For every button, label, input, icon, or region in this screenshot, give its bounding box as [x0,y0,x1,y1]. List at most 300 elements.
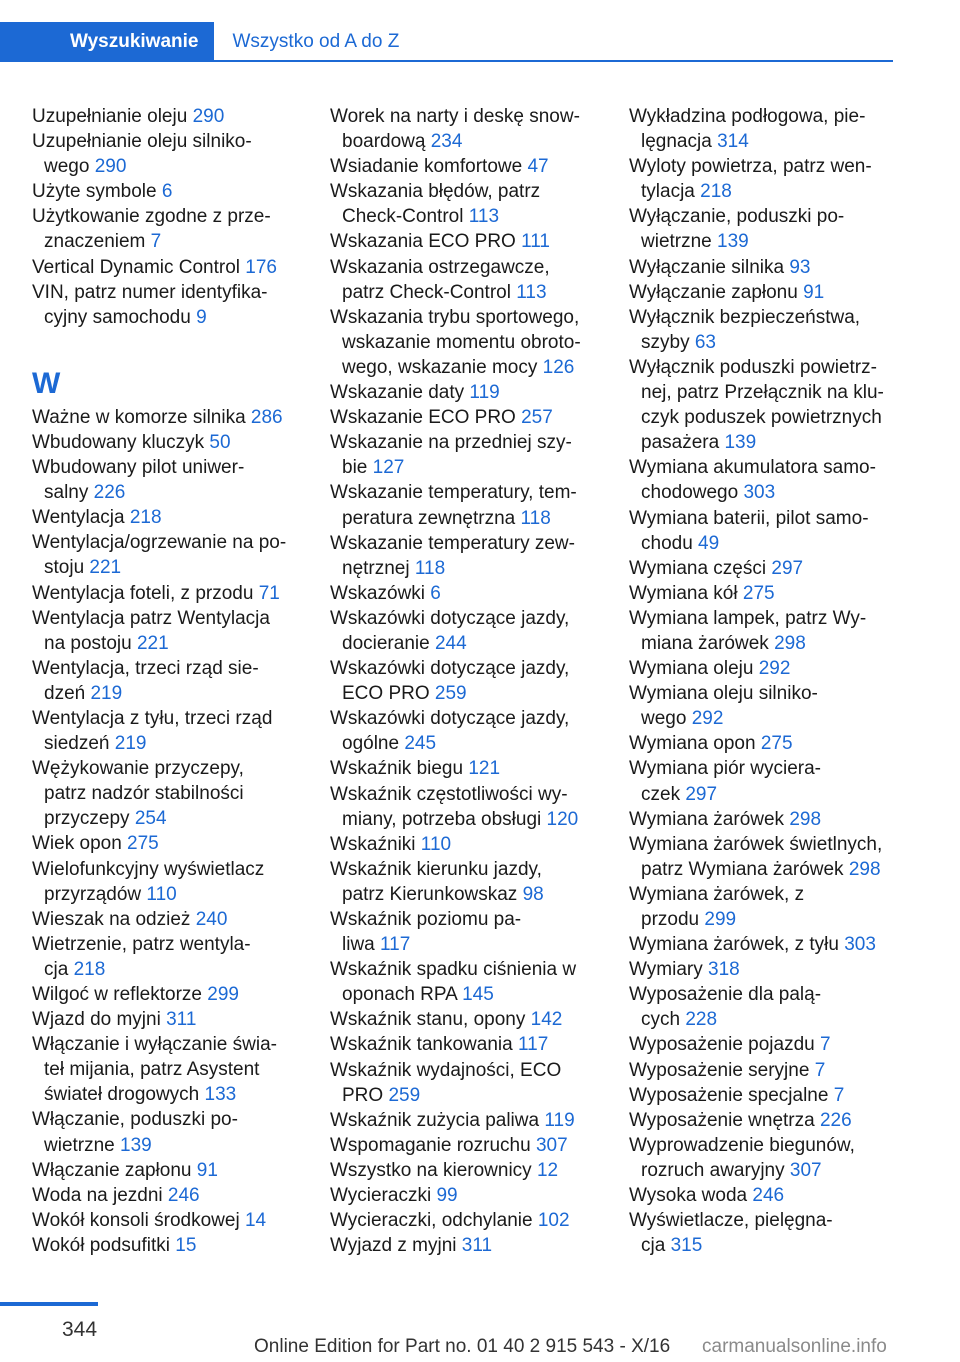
index-entry-continuation [330,731,600,756]
index-entry-continuation [629,405,899,430]
page-link[interactable]: 292 [758,658,791,680]
index-entry-continuation [32,681,300,706]
entry-label: siedzeń [44,733,115,755]
page-link[interactable]: 221 [89,557,122,579]
entry-label: Wymiana żarówek, z [629,883,805,905]
page-link[interactable]: 234 [430,131,463,153]
page-link[interactable]: 91 [196,1159,218,1181]
entry-label: Wbudowany pilot uniwer- [32,457,245,479]
entry-label: Wyłączanie zapłonu [629,281,804,303]
index-entry [330,104,600,129]
index-entry [330,531,600,556]
entry-label: Włączanie, poduszki po- [32,1109,238,1131]
page-link[interactable]: 218 [129,507,162,529]
entry-label: Wykładzina podłogowa, pie- [629,106,866,127]
index-entry [32,1233,300,1258]
entry-label: Wymiana oleju silniko- [629,683,818,705]
entry-label: Ważne w komorze silnika [32,406,251,428]
entry-label: Wyłączanie, poduszki po- [629,206,845,228]
page-link[interactable]: 6 [161,181,173,203]
index-entry [32,932,300,957]
entry-label: patrz Kierunkowskaz [342,883,523,905]
header-tabs [0,22,411,62]
index-entry [629,255,899,280]
entry-label: chodowego [641,482,744,504]
index-entry-continuation [330,355,600,380]
entry-label: Wymiary [629,959,708,981]
page-link[interactable]: 307 [535,1134,568,1156]
page-link[interactable]: 292 [691,708,724,730]
tab-a-to-z[interactable]: Wszystko od A do Z [232,31,400,52]
page-link[interactable]: 14 [244,1209,267,1231]
index-entry [330,1108,600,1133]
index-entry [32,1107,300,1132]
section-spacer [32,330,300,355]
entry-label: przyczepy [44,808,135,830]
section-heading: W [32,366,61,400]
page-link[interactable]: 246 [167,1184,200,1206]
entry-label: wietrzne [641,231,718,253]
entry-label: Wszystko na kierownicy [330,1159,537,1181]
entry-label: wietrzne [44,1134,121,1156]
index-entry [330,154,600,179]
entry-label: Wyposażenie wnętrza [629,1109,820,1131]
page-link[interactable]: 118 [520,507,551,529]
index-entry [330,756,600,781]
page-link[interactable]: 127 [372,457,405,479]
page-link[interactable]: 15 [175,1234,197,1256]
page-link[interactable]: 245 [404,733,437,755]
entry-label: Wskazówki dotyczące jazdy, [330,607,570,629]
page-link[interactable]: 298 [789,808,822,830]
index-entry [629,1032,899,1057]
page-link[interactable]: 314 [717,131,749,153]
entry-label: Wentylacja foteli, z przodu [32,582,259,604]
page-link[interactable]: 176 [245,256,277,278]
index-entry [330,1058,600,1083]
index-entry [629,882,899,907]
index-entry [32,1183,300,1208]
index-entry-continuation [330,280,600,305]
entry-label: Wskazanie temperatury zew- [330,532,575,554]
entry-label: Check-Control [342,206,469,228]
entry-label: Wskazanie na przedniej szy- [330,432,572,454]
entry-label: świateł drogowych [44,1084,205,1106]
page-link[interactable]: 99 [436,1185,458,1207]
edition-note: Online Edition for Part no. 01 40 2 915 543 - X/16 [254,1336,671,1357]
index-entry-continuation [330,807,600,832]
tab-search[interactable]: Wyszukiwanie [0,22,214,62]
index-entry [32,982,300,1007]
index-entry [32,430,300,455]
index-entry-continuation [629,1233,899,1258]
entry-label: Wężykowanie przyczepy, [32,758,244,780]
page-link[interactable]: 93 [789,256,811,278]
entry-label: czyk poduszek powietrznych [641,407,882,429]
entry-label: bie [342,457,373,479]
page-link[interactable]: 297 [771,557,804,579]
index-entry [330,782,600,807]
page-link[interactable]: 228 [685,1009,718,1031]
entry-label: Wymiana kół [629,582,743,604]
page-link[interactable]: 259 [388,1084,421,1106]
page-link[interactable]: 50 [209,431,231,453]
index-entry [330,706,600,731]
page-link[interactable]: 226 [93,482,126,504]
entry-label: rozruch awaryjny [641,1159,790,1181]
index-entry [330,907,600,932]
entry-label: wego [641,708,692,730]
index-entry [330,405,600,430]
index-entry [330,832,600,857]
page-link[interactable]: 315 [670,1235,703,1257]
index-entry-continuation [330,556,600,581]
page-link[interactable]: 110 [420,833,452,855]
entry-label: Wskaźnik częstotliwości wy- [330,783,568,805]
index-entry [32,455,300,480]
entry-label: cyjny samochodu [44,306,197,328]
page-number: 344 [62,1318,98,1341]
page-link[interactable]: 49 [698,532,720,554]
index-entry [32,756,300,781]
index-entry [330,430,600,455]
entry-label: znaczeniem [44,231,151,253]
entry-label: Wskazania trybu sportowego, [330,306,580,328]
entry-label: Wsiadanie komfortowe [330,156,528,178]
index-entry [32,907,300,932]
index-entry [629,832,899,857]
entry-label: wego, wskazanie mocy [342,356,543,378]
index-entry [32,179,300,204]
page-link[interactable]: 133 [204,1084,237,1106]
entry-label: cja [44,958,74,980]
page-link[interactable]: 119 [544,1109,575,1131]
index-entry [629,280,899,305]
index-entry [330,255,600,280]
index-entry [32,706,300,731]
page-link[interactable]: 139 [724,432,757,454]
page-link[interactable]: 111 [521,231,550,253]
page-link[interactable]: 6 [430,582,441,604]
entry-label: Wycieraczki, odchylanie [330,1210,538,1232]
page-link[interactable]: 142 [530,1009,563,1031]
index-entry [32,405,300,430]
index-entry [32,530,300,555]
index-entry-continuation [629,631,899,656]
index-entry [32,857,300,882]
page-link[interactable]: 297 [685,783,718,805]
entry-label: Wymiana baterii, pilot samo- [629,507,869,529]
entry-label: Wskazówki [330,582,431,604]
entry-label: Włączanie zapłonu [32,1159,197,1181]
index-entry [629,355,899,380]
page-link[interactable]: 120 [546,808,579,830]
index-entry [629,506,899,531]
index-entry [330,1007,600,1032]
index-entry [629,656,899,681]
page-link[interactable]: 290 [192,106,225,127]
page-link[interactable]: 98 [522,883,544,905]
page-link[interactable]: 7 [150,231,162,253]
page-link[interactable]: 286 [250,406,283,428]
index-entry-continuation [330,982,600,1007]
index-entry [330,957,600,982]
index-entry-continuation [32,1082,300,1107]
page-link[interactable]: 139 [120,1134,152,1156]
index-entry-continuation [32,731,300,756]
page-link[interactable]: 311 [166,1009,197,1031]
index-entry [32,1007,300,1032]
page-link[interactable]: 298 [774,632,806,654]
entry-label: Wskaźnik kierunku jazdy, [330,858,542,880]
page-link[interactable]: 118 [414,557,446,579]
entry-label: czek [641,783,686,805]
page-link[interactable]: 290 [94,156,127,178]
entry-label: salny [44,482,94,504]
index-entry [330,380,600,405]
page-link[interactable]: 307 [789,1159,822,1181]
page-link[interactable]: 7 [814,1059,826,1081]
entry-label: nętrznej [342,557,415,579]
index-entry [629,556,899,581]
entry-label: Wskaźnik biegu [330,758,469,780]
page-link[interactable]: 244 [434,632,467,654]
index-entry [629,606,899,631]
index-entry [629,1108,899,1133]
entry-label: Wskaźnik spadku ciśnienia w [330,959,577,981]
page-link[interactable]: 9 [196,306,207,328]
entry-label: Włączanie i wyłączanie świa- [32,1034,277,1056]
page-link[interactable]: 311 [461,1235,493,1257]
index-entry-continuation [32,1133,300,1158]
entry-label: patrz nadzór stabilności [44,783,244,805]
page-link[interactable]: 113 [468,206,500,228]
index-entry [330,1133,600,1158]
index-entry [330,1183,600,1208]
page-link[interactable]: 47 [527,156,549,178]
page-link[interactable]: 226 [819,1109,852,1131]
page-link[interactable]: 102 [537,1210,570,1232]
entry-label: przodu [641,909,705,930]
index-entry-continuation [330,455,600,480]
page-link[interactable]: 145 [462,984,494,1006]
index-entry [330,229,600,254]
index-entry [330,179,600,204]
entry-label: Uzupełnianie oleju silniko- [32,131,252,153]
index-entry [629,731,899,756]
page-link[interactable]: 126 [542,356,575,378]
entry-label: Wielofunkcyjny wyświetlacz [32,858,265,880]
index-entry-continuation [32,305,300,330]
page-link[interactable]: 298 [848,858,881,880]
entry-label: Użyte symbole [32,181,162,203]
page-link[interactable]: 63 [694,331,716,353]
index-entry [330,581,600,606]
page-link[interactable]: 139 [717,231,749,253]
entry-label: Wskaźnik zużycia paliwa [330,1109,545,1131]
index-entry [629,204,899,229]
entry-label: pasażera [641,432,725,454]
entry-label: ogólne [342,733,405,755]
index-entry [330,305,600,330]
entry-label: Wyprowadzenie biegunów, [629,1134,855,1156]
page-link[interactable]: 240 [195,908,228,930]
entry-label: cych [641,1009,686,1031]
entry-label: Vertical Dynamic Control [32,256,246,278]
index-entry-continuation [330,631,600,656]
entry-label: dzeń [44,682,91,704]
index-entry-continuation [330,681,600,706]
entry-label: Wyposażenie seryjne [629,1059,815,1081]
page-link[interactable]: 218 [73,958,106,980]
page-link[interactable]: 259 [434,683,467,705]
entry-label: Wentylacja [32,507,130,529]
index-entry-continuation [629,380,899,405]
entry-label: teł mijania, patrz Asystent [44,1059,260,1081]
index-entry [330,1032,600,1057]
index-entry [330,606,600,631]
entry-label: Wokół podsufitki [32,1234,176,1256]
index-entry [32,656,300,681]
page-link[interactable]: 303 [844,934,876,956]
index-entry [629,932,899,957]
entry-label: docieranie [342,632,435,654]
entry-label: Wskazanie temperatury, tem- [330,482,577,504]
entry-label: VIN, patrz numer identyfika- [32,281,268,303]
index-entry-continuation [629,1007,899,1032]
index-entry-continuation [330,506,600,531]
page-link[interactable]: 119 [469,382,500,404]
index-entry-continuation [629,531,899,556]
page-link[interactable]: 110 [146,883,177,905]
index-entry-continuation [629,229,899,254]
entry-label: Worek na narty i deskę snow- [330,106,580,127]
page-link[interactable]: 318 [708,959,740,981]
page-link[interactable]: 117 [517,1034,549,1056]
page-link[interactable]: 221 [136,632,169,654]
page-link[interactable]: 12 [536,1159,559,1181]
index-entry [629,756,899,781]
entry-label: Wyłącznik poduszki powietrz- [629,356,877,378]
entry-label: Wskazania ECO PRO [330,231,522,253]
page-link[interactable]: 275 [760,733,793,755]
index-entry-continuation [629,430,899,455]
index-entry-continuation [330,204,600,229]
entry-label: Woda na jezdni [32,1184,168,1206]
index-column-3 [629,104,899,1258]
entry-label: stoju [44,557,90,579]
entry-label: szyby [641,331,695,353]
footer-accent-bar [0,1302,98,1306]
entry-label: Wymiana oleju [629,658,759,680]
entry-label: Wskazówki dotyczące jazdy, [330,658,570,680]
index-entry [629,104,899,129]
page-link[interactable]: 91 [803,281,825,303]
entry-label: cja [641,1235,671,1257]
page-link[interactable]: 71 [258,582,280,604]
index-entry [32,1208,300,1233]
index-entry [629,154,899,179]
index-entry-continuation [330,882,600,907]
page-link[interactable]: 246 [752,1185,785,1207]
page-link[interactable]: 275 [127,833,159,855]
entry-label: tylacja [641,181,701,203]
entry-label: Wentylacja, trzeci rząd sie- [32,657,259,679]
entry-label: Wymiana części [629,557,772,579]
index-entry [629,305,899,330]
page-link[interactable]: 113 [516,281,547,303]
index-column-2 [330,104,600,1258]
index-entry-continuation [32,781,300,806]
index-entry-continuation [32,882,300,907]
entry-label: Wskaźniki [330,833,421,855]
entry-label: przyrządów [44,883,147,905]
entry-label: Wyposażenie dla palą- [629,984,822,1006]
page-link[interactable]: 117 [380,934,411,956]
entry-label: Wymiana piór wyciera- [629,758,821,780]
index-entry [32,104,300,129]
index-entry [629,1058,899,1083]
page-link[interactable]: 7 [833,1084,845,1106]
page-link[interactable]: 121 [468,758,501,780]
index-entry-continuation [32,555,300,580]
entry-label: Uzupełnianie oleju [32,106,193,127]
page-link[interactable]: 254 [134,808,167,830]
entry-label: Wspomaganie rozruchu [330,1134,536,1156]
index-entry [330,656,600,681]
index-entry [330,1233,600,1258]
entry-label: Wentylacja patrz Wentylacja [32,607,270,629]
entry-label: Wskazanie daty [330,382,470,404]
index-entry-continuation [32,154,300,179]
entry-label: Wyposażenie pojazdu [629,1034,821,1056]
entry-label: boardową [342,131,431,153]
entry-label: Wyjazd z myjni [330,1235,462,1257]
entry-label: Użytkowanie zgodne z prze- [32,206,271,228]
page-link[interactable]: 7 [820,1034,831,1056]
entry-label: Wymiana opon [629,733,761,755]
index-entry-continuation [32,229,300,254]
entry-label: Wymiana żarówek, z tyłu [629,934,845,956]
page-link[interactable]: 299 [207,984,239,1005]
page-link[interactable]: 218 [700,181,732,203]
page-link[interactable]: 303 [743,482,776,504]
index-entry [330,1158,600,1183]
entry-label: Wokół konsoli środkowej [32,1209,245,1231]
entry-label: patrz Wymiana żarówek [641,858,849,880]
entry-label: peratura zewnętrzna [342,507,521,529]
page-link[interactable]: 219 [114,733,147,755]
entry-label: Wskazówki dotyczące jazdy, [330,708,570,730]
page-link[interactable]: 299 [704,909,737,930]
index-entry-continuation [629,1158,899,1183]
page-link[interactable]: 275 [742,582,775,604]
entry-label: lęgnacja [641,131,718,153]
entry-label: Wilgoć w reflektorze [32,984,208,1005]
page-link[interactable]: 219 [90,682,123,704]
entry-label: Wentylacja/ogrzewanie na po- [32,532,287,554]
index-entry [32,581,300,606]
index-entry-continuation [330,330,600,355]
entry-label: wego [44,156,95,178]
index-entry [629,957,899,982]
page-link[interactable]: 257 [521,407,553,429]
entry-label: nej, patrz Przełącznik na klu- [641,382,884,404]
entry-label: wskazanie momentu obroto- [342,331,581,353]
entry-label: Wyświetlacze, pielęgna- [629,1210,833,1232]
entry-label: na postoju [44,632,137,654]
entry-label: Wyłączanie silnika [629,256,790,278]
